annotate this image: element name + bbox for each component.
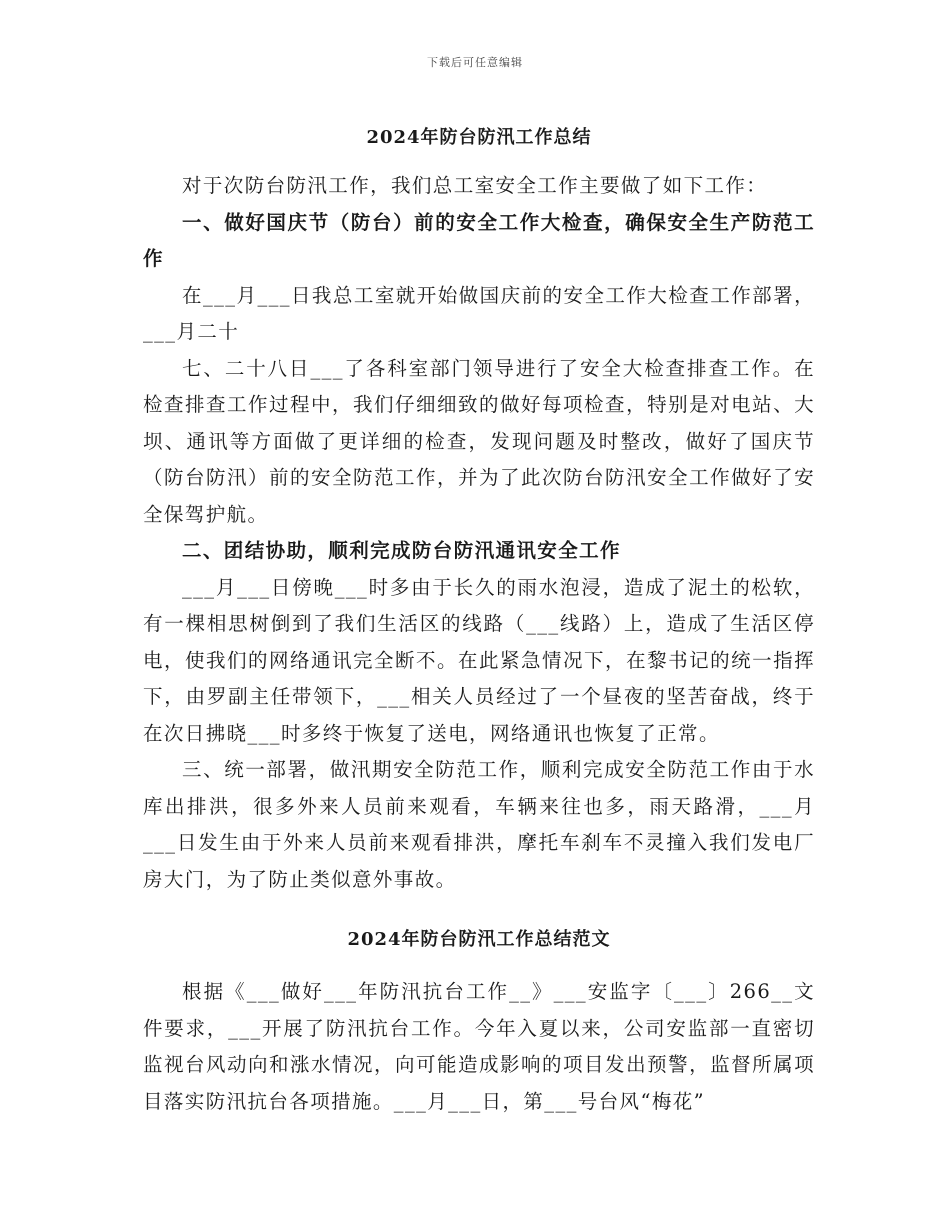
section-2-heading: 二、团结协助，顺利完成防台防汛通讯安全工作	[182, 539, 621, 562]
document-body	[143, 118, 815, 1120]
document-title: 2024年防台防汛工作总结	[366, 127, 592, 148]
section-1-heading: 一、做好国庆节（防台）前的安全工作大检查，确保安全生产防范工作	[143, 210, 815, 270]
intro-paragraph: 对于次防台防汛工作，我们总工室安全工作主要做了如下工作：	[182, 174, 768, 197]
section-1-paragraph-1: 在___月___日我总工室就开始做国庆前的安全工作大检查工作部署，___月二十	[143, 283, 815, 343]
section-1-paragraph-2: 七、二十八日___了各科室部门领导进行了安全大检查排查工作。在检查排查工作过程中，我们仔细细致的做好每项检查，特别是对电站、大坝、通讯等方面做了更详细的检查，发现问题及时整改，做好了国庆节（防台防汛）前的安全防范工作，并为了此次防台防汛安全工作做好了安全保驾护航。	[143, 356, 815, 526]
part-2-paragraph: 根据《___做好___年防汛抗台工作__》___安监字〔___〕266__文件要求，___开展了防汛抗台工作。今年入夏以来，公司安监部一直密切监视台风动向和涨水情况，向可能造成影响的项目发出预警，监督所属项目落实防汛抗台各项措施。___月___日，第___号台风“梅花”	[143, 980, 815, 1113]
section-2-paragraph: ___月___日傍晚___时多由于长久的雨水泡浸，造成了泥土的松软，有一棵相思树倒到了我们生活区的线路（___线路）上，造成了生活区停电，使我们的网络通讯完全断不。在此紧急情况下，在黎书记的统一指挥下，由罗副主任带领下，___相关人员经过了一个昼夜的坚苦奋战，终于在次日拂晓___时多终于恢复了送电，网络通讯也恢复了正常。	[143, 575, 815, 745]
section-3-paragraph: 三、统一部署，做汛期安全防范工作，顺利完成安全防范工作由于水库出排洪，很多外来人员前来观看，车辆来往也多，雨天路滑，___月___日发生由于外来人员前来观看排洪，摩托车刹车不灵撞入我们发电厂房大门，为了防止类似意外事故。	[143, 758, 815, 891]
page-header-note: 下载后可任意编辑	[427, 56, 523, 69]
document-title-2: 2024年防台防汛工作总结范文	[347, 929, 611, 950]
